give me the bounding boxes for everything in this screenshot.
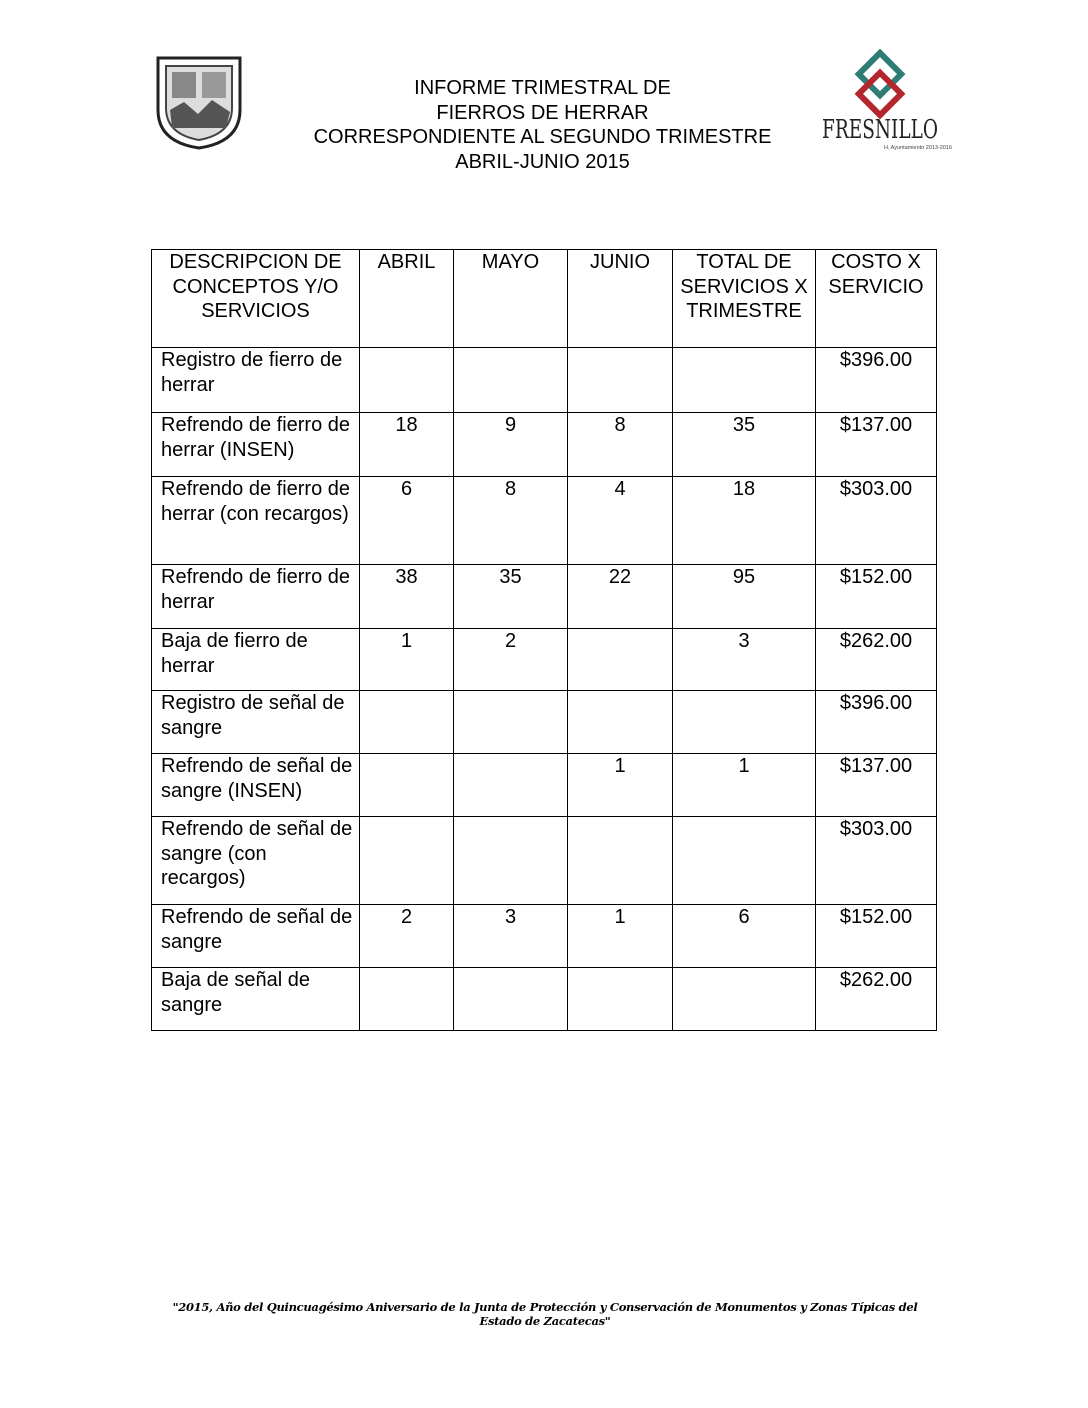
services-table <box>151 249 937 1031</box>
table-row <box>152 565 937 629</box>
cell-costo: $303.00 <box>816 817 937 905</box>
cell-junio <box>568 348 673 413</box>
header-total: TOTAL DE SERVICIOS X TRIMESTRE <box>673 250 816 348</box>
cell-junio: 1 <box>568 754 673 817</box>
cell-costo: $262.00 <box>816 968 937 1031</box>
cell-abril: 6 <box>360 477 454 565</box>
table-row <box>152 413 937 477</box>
municipal-seal-logo <box>152 50 246 150</box>
cell-junio <box>568 817 673 905</box>
cell-description: Refrendo de señal de sangre (con recargos) <box>152 817 360 905</box>
cell-total <box>673 968 816 1031</box>
cell-description: Refrendo de señal de sangre <box>152 905 360 968</box>
cell-costo: $152.00 <box>816 905 937 968</box>
cell-total: 3 <box>673 629 816 691</box>
cell-description: Refrendo de fierro de herrar (con recargos) <box>152 477 360 565</box>
cell-mayo: 9 <box>454 413 568 477</box>
table-row <box>152 905 937 968</box>
cell-total: 95 <box>673 565 816 629</box>
cell-costo: $396.00 <box>816 691 937 754</box>
cell-costo: $137.00 <box>816 413 937 477</box>
cell-junio <box>568 629 673 691</box>
table-row <box>152 754 937 817</box>
cell-junio: 4 <box>568 477 673 565</box>
header-mayo: MAYO <box>454 250 568 348</box>
cell-total: 18 <box>673 477 816 565</box>
cell-description: Refrendo de fierro de herrar (INSEN) <box>152 413 360 477</box>
cell-total <box>673 691 816 754</box>
cell-junio <box>568 968 673 1031</box>
cell-mayo: 2 <box>454 629 568 691</box>
cell-costo: $137.00 <box>816 754 937 817</box>
cell-costo: $152.00 <box>816 565 937 629</box>
cell-abril: 38 <box>360 565 454 629</box>
cell-abril: 1 <box>360 629 454 691</box>
cell-abril: 2 <box>360 905 454 968</box>
cell-abril: 18 <box>360 413 454 477</box>
cell-mayo: 35 <box>454 565 568 629</box>
cell-costo: $396.00 <box>816 348 937 413</box>
cell-description: Baja de fierro de herrar <box>152 629 360 691</box>
cell-description: Baja de señal de sangre <box>152 968 360 1031</box>
table-row <box>152 629 937 691</box>
title-line: ABRIL-JUNIO 2015 <box>455 150 630 173</box>
table-header-row <box>152 250 937 348</box>
cell-costo: $303.00 <box>816 477 937 565</box>
cell-mayo: 3 <box>454 905 568 968</box>
cell-abril <box>360 691 454 754</box>
cell-mayo <box>454 691 568 754</box>
header-junio: JUNIO <box>568 250 673 348</box>
cell-junio <box>568 691 673 754</box>
header-description: DESCRIPCION DE CONCEPTOS Y/O SERVICIOS <box>152 250 360 348</box>
cell-abril <box>360 817 454 905</box>
title-line: INFORME TRIMESTRAL DE <box>414 77 671 99</box>
cell-junio: 1 <box>568 905 673 968</box>
cell-total: 35 <box>673 413 816 477</box>
cell-description: Refrendo de fierro de herrar <box>152 565 360 629</box>
cell-mayo <box>454 817 568 905</box>
header-costo: COSTO X SERVICIO <box>816 250 937 348</box>
cell-mayo <box>454 968 568 1031</box>
cell-abril <box>360 968 454 1031</box>
svg-text:H. Ayuntamiento 2013-2016: H. Ayuntamiento 2013-2016 <box>883 145 953 151</box>
title-line: FIERROS DE HERRAR <box>436 101 649 124</box>
cell-mayo <box>454 348 568 413</box>
cell-total <box>673 817 816 905</box>
cell-description: Registro de fierro de herrar <box>152 348 360 413</box>
table-row <box>152 817 937 905</box>
cell-costo: $262.00 <box>816 629 937 691</box>
cell-mayo <box>454 754 568 817</box>
title-line: CORRESPONDIENTE AL SEGUNDO TRIMESTRE <box>313 126 772 148</box>
cell-mayo: 8 <box>454 477 568 565</box>
table-row <box>152 968 937 1031</box>
document-title <box>290 76 795 174</box>
cell-description: Refrendo de señal de sangre (INSEN) <box>152 754 360 817</box>
cell-total: 6 <box>673 905 816 968</box>
cell-abril <box>360 754 454 817</box>
cell-junio: 22 <box>568 565 673 629</box>
cell-total: 1 <box>673 754 816 817</box>
svg-text:FRESNILLO: FRESNILLO <box>822 115 938 145</box>
header-abril: ABRIL <box>360 250 454 348</box>
table-row <box>152 348 937 413</box>
footer-motto: "2015, Año del Quincuagésimo Aniversario de la Junta de Protección y Conservación de Monumentos y Zonas Típicas del Estado de Zacatecas" <box>172 1300 918 1328</box>
table-row <box>152 477 937 565</box>
table-row <box>152 691 937 754</box>
cell-abril <box>360 348 454 413</box>
fresnillo-logo <box>818 48 953 153</box>
cell-total <box>673 348 816 413</box>
cell-junio: 8 <box>568 413 673 477</box>
cell-description: Registro de señal de sangre <box>152 691 360 754</box>
